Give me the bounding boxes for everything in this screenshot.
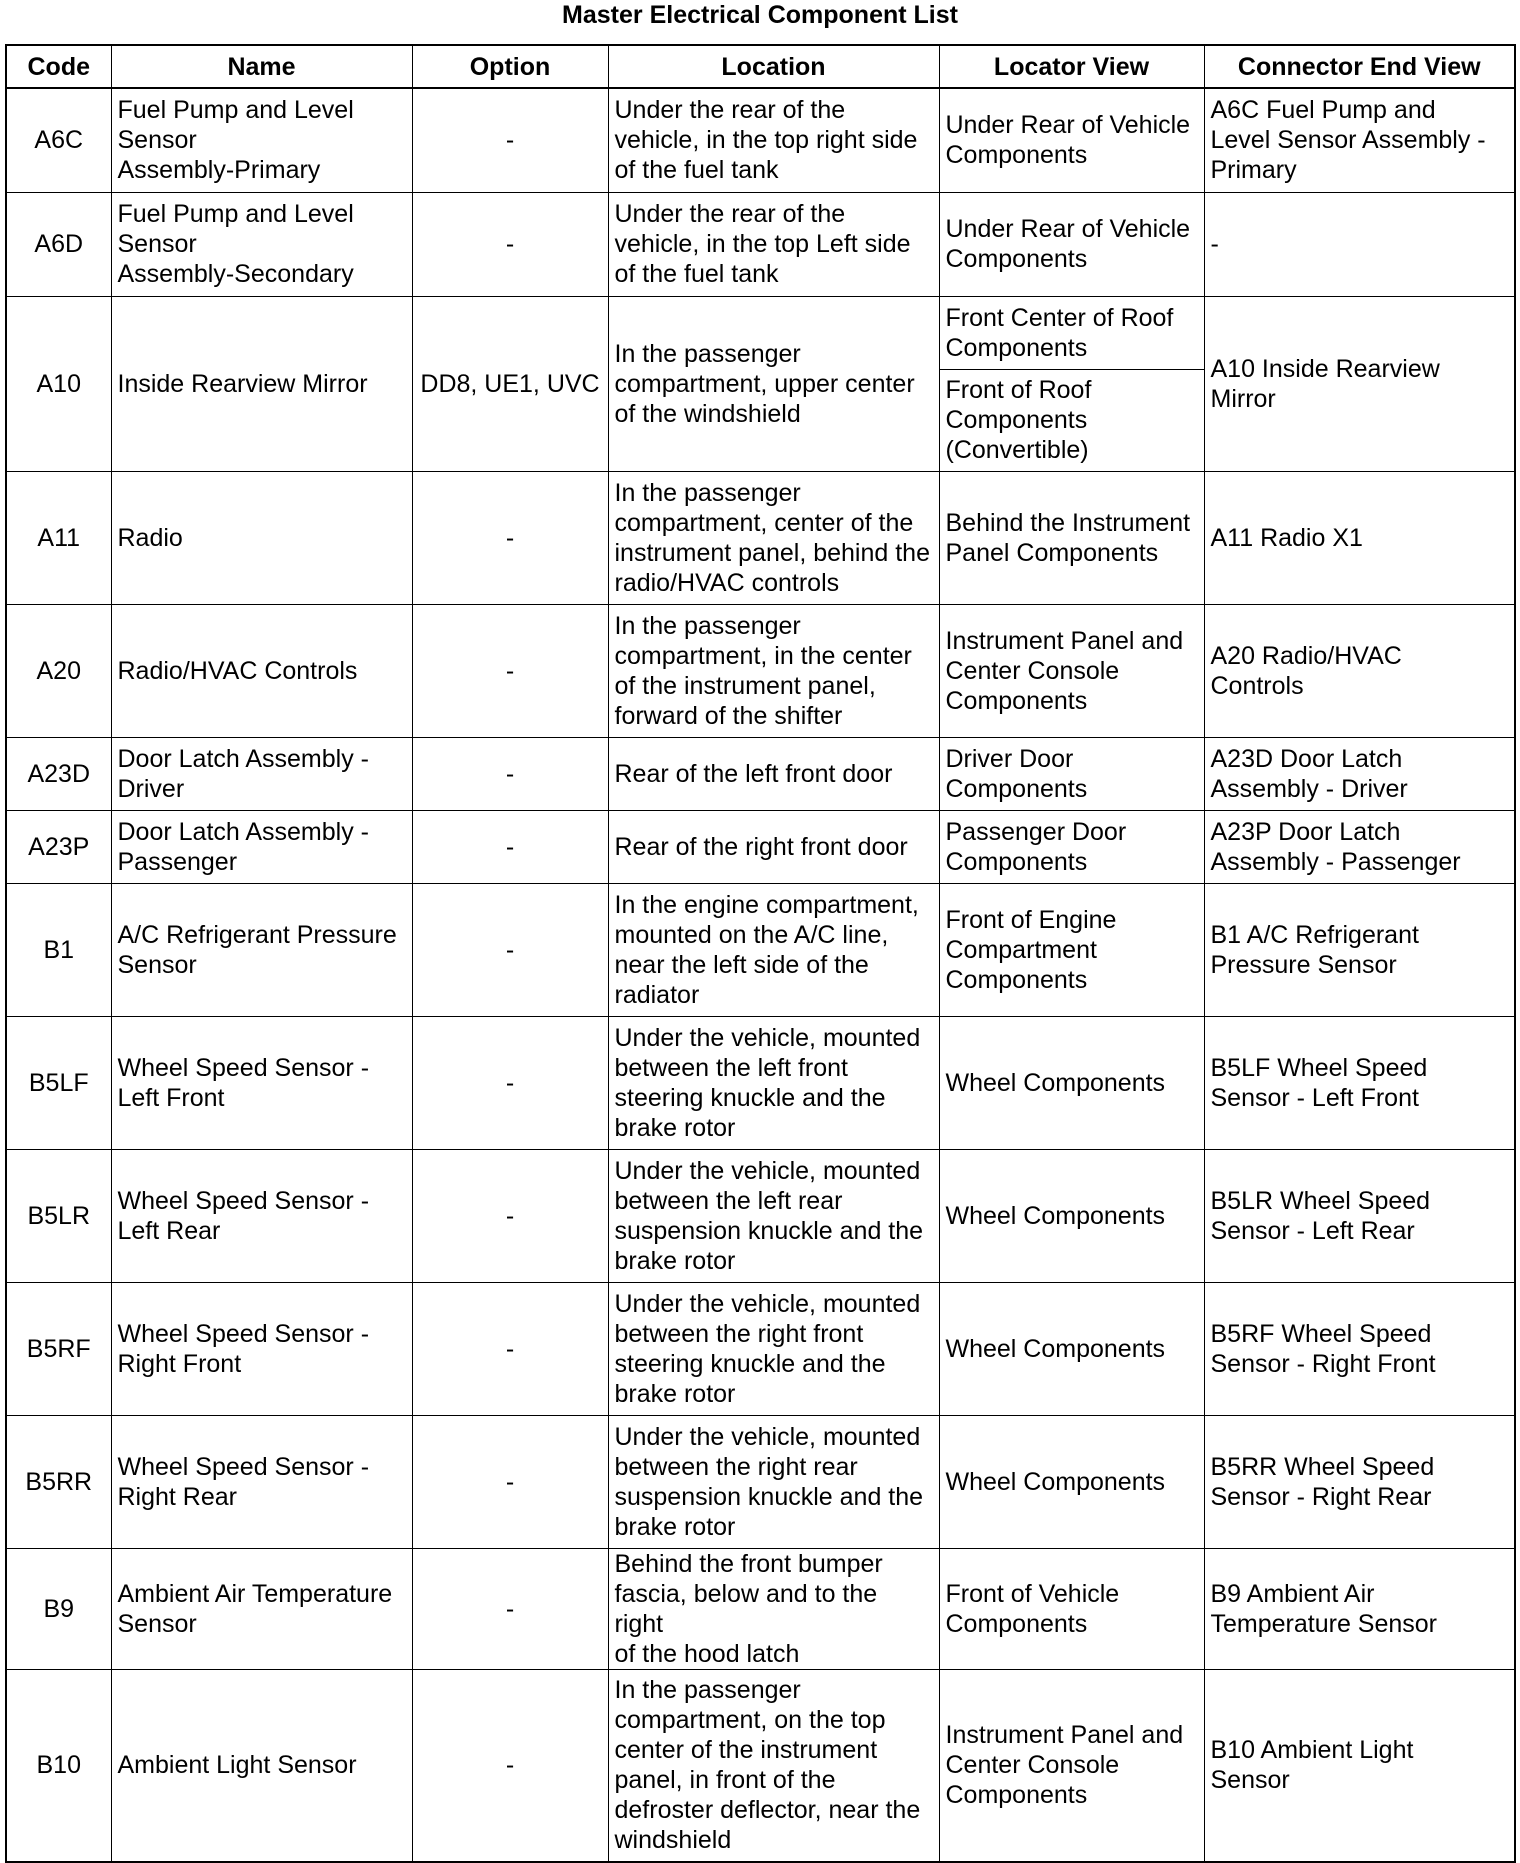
cell-name: Fuel Pump and Level Sensor Assembly-Primary (111, 88, 412, 192)
cell-option: - (412, 1282, 608, 1415)
cell-locator-view: Wheel Components (939, 1016, 1204, 1149)
cell-name: Ambient Light Sensor (111, 1669, 412, 1862)
cell-location: In the passenger compartment, upper center of the windshield (608, 296, 939, 471)
cell-locator-view: Front Center of Roof Components (939, 296, 1204, 369)
cell-connector-end-view: A23D Door Latch Assembly - Driver (1204, 737, 1515, 810)
cell-connector-end-view: A23P Door Latch Assembly - Passenger (1204, 810, 1515, 883)
cell-code: B9 (6, 1548, 111, 1669)
cell-name: Fuel Pump and Level Sensor Assembly-Secondary (111, 192, 412, 296)
table-row (6, 88, 1515, 192)
header-locator-view: Locator View (939, 45, 1204, 88)
cell-connector-end-view: B5RF Wheel Speed Sensor - Right Front (1204, 1282, 1515, 1415)
cell-option: - (412, 883, 608, 1016)
cell-name: Ambient Air Temperature Sensor (111, 1548, 412, 1669)
header-option: Option (412, 45, 608, 88)
cell-locator-view: Front of Engine Compartment Components (939, 883, 1204, 1016)
cell-locator-view: Passenger Door Components (939, 810, 1204, 883)
cell-locator-view: Wheel Components (939, 1415, 1204, 1548)
cell-connector-end-view: A10 Inside Rearview Mirror (1204, 296, 1515, 471)
cell-locator-view: Behind the Instrument Panel Components (939, 471, 1204, 604)
cell-code: B5RR (6, 1415, 111, 1548)
cell-locator-view: Driver Door Components (939, 737, 1204, 810)
table-header-row (6, 45, 1515, 88)
cell-location: In the passenger compartment, on the top center of the instrument panel, in front of the defroster deflector, near the windshield (608, 1669, 939, 1862)
cell-locator-view: Wheel Components (939, 1282, 1204, 1415)
cell-location: Under the vehicle, mounted between the right front steering knuckle and the brake rotor (608, 1282, 939, 1415)
cell-connector-end-view: B5LF Wheel Speed Sensor - Left Front (1204, 1016, 1515, 1149)
cell-connector-end-view: B10 Ambient Light Sensor (1204, 1669, 1515, 1862)
cell-locator-view-convertible: Front of Roof Components (Convertible) (939, 369, 1204, 471)
table-row (6, 883, 1515, 1016)
cell-locator-view: Front of Vehicle Components (939, 1548, 1204, 1669)
cell-location: Rear of the left front door (608, 737, 939, 810)
cell-option: - (412, 1548, 608, 1669)
cell-connector-end-view: - (1204, 192, 1515, 296)
cell-connector-end-view: B9 Ambient Air Temperature Sensor (1204, 1548, 1515, 1669)
cell-connector-end-view: A11 Radio X1 (1204, 471, 1515, 604)
cell-locator-view: Under Rear of Vehicle Components (939, 192, 1204, 296)
cell-connector-end-view: B1 A/C Refrigerant Pressure Sensor (1204, 883, 1515, 1016)
cell-location: Under the rear of the vehicle, in the top Left side of the fuel tank (608, 192, 939, 296)
header-connector-end-view: Connector End View (1204, 45, 1515, 88)
cell-code: A23D (6, 737, 111, 810)
cell-option: - (412, 471, 608, 604)
cell-code: A23P (6, 810, 111, 883)
table-row (6, 1415, 1515, 1548)
cell-code: A20 (6, 604, 111, 737)
cell-option: - (412, 1016, 608, 1149)
cell-location: Under the vehicle, mounted between the right rear suspension knuckle and the brake rotor (608, 1415, 939, 1548)
cell-connector-end-view: B5LR Wheel Speed Sensor - Left Rear (1204, 1149, 1515, 1282)
cell-name: Door Latch Assembly - Passenger (111, 810, 412, 883)
cell-connector-end-view: A6C Fuel Pump and Level Sensor Assembly - Primary (1204, 88, 1515, 192)
cell-code: A6D (6, 192, 111, 296)
table-body (6, 88, 1515, 1862)
cell-name: Radio/HVAC Controls (111, 604, 412, 737)
cell-location: Under the vehicle, mounted between the left rear suspension knuckle and the brake rotor (608, 1149, 939, 1282)
cell-connector-end-view: B5RR Wheel Speed Sensor - Right Rear (1204, 1415, 1515, 1548)
cell-code: B5LR (6, 1149, 111, 1282)
header-location: Location (608, 45, 939, 88)
table-row (6, 1016, 1515, 1149)
table-row (6, 296, 1515, 369)
cell-name: Wheel Speed Sensor - Right Front (111, 1282, 412, 1415)
cell-option: - (412, 88, 608, 192)
cell-location: Under the vehicle, mounted between the left front steering knuckle and the brake rotor (608, 1016, 939, 1149)
table-row (6, 604, 1515, 737)
cell-name: A/C Refrigerant Pressure Sensor (111, 883, 412, 1016)
cell-location: Under the rear of the vehicle, in the top right side of the fuel tank (608, 88, 939, 192)
cell-locator-view: Instrument Panel and Center Console Components (939, 604, 1204, 737)
cell-name: Inside Rearview Mirror (111, 296, 412, 471)
table-row (6, 1282, 1515, 1415)
cell-option: - (412, 604, 608, 737)
cell-option: - (412, 1669, 608, 1862)
cell-name: Door Latch Assembly - Driver (111, 737, 412, 810)
cell-location: In the passenger compartment, center of the instrument panel, behind the radio/HVAC controls (608, 471, 939, 604)
table-row (6, 1669, 1515, 1862)
header-code: Code (6, 45, 111, 88)
cell-location: In the passenger compartment, in the center of the instrument panel, forward of the shifter (608, 604, 939, 737)
cell-option: - (412, 737, 608, 810)
table-row (6, 192, 1515, 296)
page-title: Master Electrical Component List (562, 1, 958, 29)
cell-locator-view: Instrument Panel and Center Console Components (939, 1669, 1204, 1862)
cell-location: In the engine compartment, mounted on the A/C line, near the left side of the radiator (608, 883, 939, 1016)
cell-locator-view: Under Rear of Vehicle Components (939, 88, 1204, 192)
cell-code: B1 (6, 883, 111, 1016)
cell-option: - (412, 1149, 608, 1282)
cell-code: A6C (6, 88, 111, 192)
cell-code: B10 (6, 1669, 111, 1862)
table-row (6, 1548, 1515, 1669)
cell-code: A11 (6, 471, 111, 604)
cell-connector-end-view: A20 Radio/HVAC Controls (1204, 604, 1515, 737)
cell-option: DD8, UE1, UVC (412, 296, 608, 471)
cell-name: Wheel Speed Sensor - Left Rear (111, 1149, 412, 1282)
table-row (6, 810, 1515, 883)
table-row (6, 471, 1515, 604)
cell-option: - (412, 1415, 608, 1548)
cell-locator-view: Wheel Components (939, 1149, 1204, 1282)
cell-code: B5RF (6, 1282, 111, 1415)
cell-location: Behind the front bumper fascia, below and to the right of the hood latch (608, 1548, 939, 1669)
cell-name: Wheel Speed Sensor - Left Front (111, 1016, 412, 1149)
table-row (6, 1149, 1515, 1282)
component-table (5, 44, 1516, 1863)
table-row (6, 737, 1515, 810)
cell-location: Rear of the right front door (608, 810, 939, 883)
header-name: Name (111, 45, 412, 88)
cell-name: Wheel Speed Sensor - Right Rear (111, 1415, 412, 1548)
cell-name: Radio (111, 471, 412, 604)
cell-option: - (412, 810, 608, 883)
cell-option: - (412, 192, 608, 296)
cell-code: A10 (6, 296, 111, 471)
cell-code: B5LF (6, 1016, 111, 1149)
